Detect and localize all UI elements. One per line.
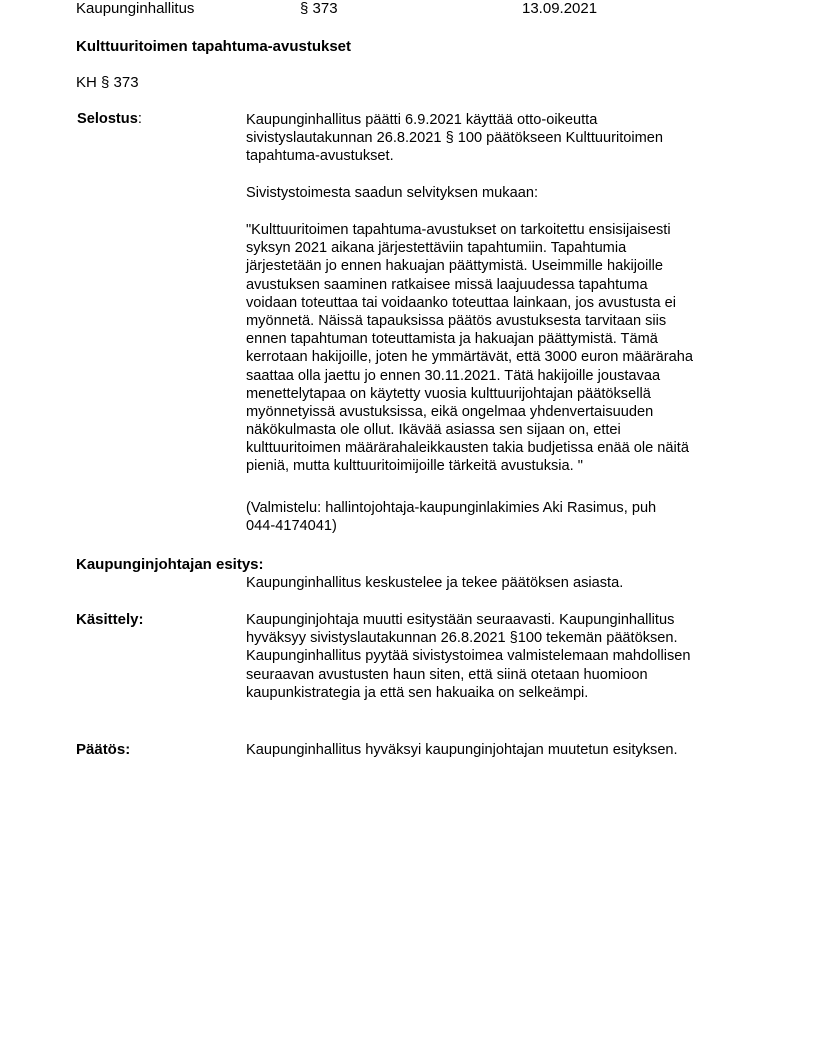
paatos-label: Päätös: [76, 741, 131, 758]
kasittely-text [246, 611, 691, 702]
text-line: 044-4174041) [246, 518, 337, 535]
kasittely-label: Käsittely: [76, 611, 144, 628]
selostus-paragraph-1 [246, 111, 663, 166]
text-line: syksyn 2021 aikana järjestettäviin tapahtumiin. Tapahtumia [246, 240, 627, 257]
selostus-label-text: Selostus [77, 111, 138, 127]
header-section: § 373 [300, 0, 338, 17]
text-line: Kaupunginhallitus pyytää sivistystoimea valmistelemaan mahdollisen [246, 648, 691, 665]
text-line: ennen tapahtuman toteuttamista ja hakuajan päättymistä. Tämä [246, 331, 658, 348]
text-line: pieniä, mutta kulttuuritoimijoille tärkeitä avustuksia. " [246, 458, 583, 475]
header-date: 13.09.2021 [522, 0, 598, 17]
text-line: voidaan toteuttaa tai voidaanko toteuttaa lainkaan, jos avustusta ei [246, 294, 677, 311]
text-line: avustuksen saaminen ratkaisee missä laajuudessa tapahtuma [246, 276, 648, 293]
text-line: Kaupunginhallitus päätti 6.9.2021 käyttää otto-oikeutta [246, 112, 598, 128]
text-line: seuraavan avustusten haun siten, että siinä otetaan huomioon [246, 666, 648, 683]
esitys-label: Kaupunginjohtajan esitys: [76, 556, 264, 573]
selostus-paragraph-2 [246, 184, 538, 202]
text-line: järjestetään jo ennen hakuajan päättymistä. Useimmille hakijoille [246, 258, 663, 275]
header-organ: Kaupunginhallitus [76, 0, 195, 17]
document-title: Kulttuuritoimen tapahtuma-avustukset [76, 38, 352, 55]
text-line: kaupunkistrategia ja että sen hakuaika on selkeämpi. [246, 684, 589, 701]
text-line: hyväksyy sivistyslautakunnan 26.8.2021 §100 tekemän päätöksen. [246, 630, 678, 647]
text-line: Kaupunginhallitus hyväksyi kaupunginjohtajan muutetun esityksen. [246, 742, 678, 758]
selostus-label [77, 111, 142, 127]
text-line: tapahtuma-avustukset. [246, 148, 394, 165]
selostus-preparer [246, 499, 656, 535]
text-line: menettelytapaa on käytetty vuosia kulttuurijohtajan päätöksellä [246, 385, 651, 402]
text-line: "Kulttuuritoimen tapahtuma-avustukset on tarkoitettu ensisijaisesti [246, 222, 671, 238]
selostus-label-colon: : [137, 111, 142, 127]
text-line: kulttuuritoimen määrärahaleikkausten takia budjetissa enää ole näitä [246, 440, 689, 457]
text-line: Kaupunginhallitus keskustelee ja tekee päätöksen asiasta. [246, 575, 624, 591]
text-line: myönnetyissä avustuksissa, eikä ongelmaa yhdenvertaisuuden [246, 403, 654, 420]
reference: KH § 373 [76, 74, 139, 91]
esitys-text [246, 574, 623, 592]
text-line: sivistyslautakunnan 26.8.2021 § 100 päätökseen Kulttuuritoimen [246, 130, 664, 147]
text-line: saattaa olla jaettu jo ennen 30.11.2021. Tätä hakijoille joustavaa [246, 367, 661, 384]
paatos-text [246, 741, 678, 759]
text-line: kerrotaan hakijoille, joten he ymmärtävät, että 3000 euron määräraha [246, 349, 693, 366]
selostus-quote [246, 221, 693, 476]
text-line: Kaupunginjohtaja muutti esitystään seuraavasti. Kaupunginhallitus [246, 612, 675, 628]
text-line: (Valmistelu: hallintojohtaja-kaupunginlakimies Aki Rasimus, puh [246, 500, 657, 516]
text-line: Sivistystoimesta saadun selvityksen mukaan: [246, 185, 539, 201]
text-line: näkökulmasta ole ollut. Ikävää asiassa sen sijaan on, ettei [246, 422, 621, 439]
text-line: myönnetä. Näissä tapauksissa päätös avustuksesta tarvitaan siis [246, 312, 667, 329]
